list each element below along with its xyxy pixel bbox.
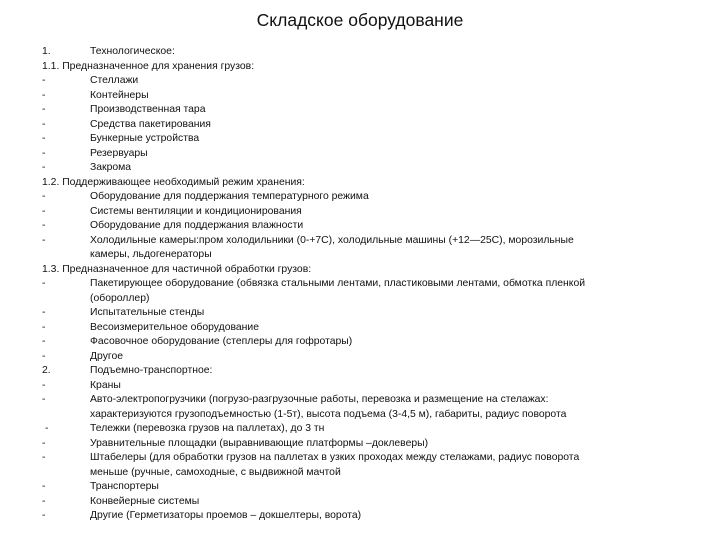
list-item xyxy=(42,480,692,495)
bullet-dash: - xyxy=(42,510,46,521)
list-item-continuation xyxy=(42,408,692,423)
bullet-dash: - xyxy=(42,452,46,463)
bullet-dash: - xyxy=(42,234,46,246)
list-item-text: Штабелеры (для обработки грузов на паллетах в узких проходах между стелажами, радиус поворота xyxy=(90,452,580,463)
list-item-text: Подъемно-транспортное: xyxy=(90,365,213,376)
bullet-dash: - xyxy=(42,75,46,86)
list-item-text: Средства пакетирования xyxy=(90,118,211,130)
list-item-text: Краны xyxy=(90,379,121,391)
bullet-dash: - xyxy=(42,481,46,492)
section-heading xyxy=(42,176,692,191)
bullet-dash: - xyxy=(42,437,46,449)
list-item xyxy=(42,45,692,60)
list-number: 2. xyxy=(42,365,51,376)
list-item xyxy=(42,379,692,394)
list-item xyxy=(42,306,692,321)
list-item-text: Оборудование для поддержания температурного режима xyxy=(90,191,369,202)
list-item xyxy=(42,190,692,205)
list-item xyxy=(42,277,692,292)
section-heading xyxy=(42,60,692,75)
list-item xyxy=(42,147,692,162)
bullet-dash: - xyxy=(45,423,49,434)
list-item-text: Закрома xyxy=(90,162,132,173)
list-item-text: Холодильные камеры:пром холодильники (0-+7С), холодильные машины (+12—25С), морозильные xyxy=(90,234,574,246)
list-item-text: Фасовочное оборудование (степлеры для гофротары) xyxy=(90,336,353,347)
bullet-dash: - xyxy=(42,104,46,115)
list-item-text: Испытательные стенды xyxy=(90,307,205,318)
bullet-dash: - xyxy=(42,162,46,173)
list-item xyxy=(42,74,692,89)
list-item xyxy=(42,161,692,176)
list-item xyxy=(42,219,692,234)
list-item-text: Технологическое: xyxy=(90,46,175,57)
bullet-dash: - xyxy=(42,205,46,217)
list-item xyxy=(42,234,692,249)
list-number: 1. xyxy=(42,46,51,57)
list-item-text: Другое xyxy=(90,350,124,362)
bullet-dash: - xyxy=(42,336,46,347)
section-heading xyxy=(42,263,692,278)
list-item xyxy=(42,350,692,365)
bullet-dash: - xyxy=(42,278,46,289)
list-item-text: Контейнеры xyxy=(90,89,149,101)
list-item-continuation xyxy=(42,466,692,481)
list-item-text: Системы вентиляции и кондиционирования xyxy=(90,205,302,217)
list-item-text: (обороллер) xyxy=(90,292,150,304)
list-item xyxy=(42,335,692,350)
list-item xyxy=(42,89,692,104)
section-heading-text: 1.3. Предназначенное для частичной обработки грузов: xyxy=(42,263,312,275)
list-item xyxy=(42,451,692,466)
page-title: Складское оборудование xyxy=(256,10,464,30)
list-item-text: Резервуары xyxy=(90,147,148,159)
list-item xyxy=(42,422,692,437)
bullet-dash: - xyxy=(42,133,46,144)
list-item-text: Оборудование для поддержания влажности xyxy=(90,220,304,231)
list-item xyxy=(42,103,692,118)
list-item-text: Тележки (перевозка грузов на паллетах), до 3 тн xyxy=(90,423,325,434)
bullet-dash: - xyxy=(42,191,46,202)
bullet-dash: - xyxy=(42,350,46,362)
list-item-text: характеризуются грузоподъемностью (1-5т), высота подъема (3-4,5 м), габариты, радиус поворота xyxy=(90,408,567,420)
bullet-dash: - xyxy=(42,495,46,507)
list-item-text: Транспортеры xyxy=(90,481,159,492)
bullet-dash: - xyxy=(42,394,46,405)
list-item-text: Авто-электропогрузчики (погрузо-разгрузочные работы, перевозка и размещение на стелажах: xyxy=(90,394,549,405)
list-item-text: Пакетирующее оборудование (обвязка стальными лентами, пластиковыми лентами, обмотка пленкой xyxy=(90,278,586,289)
list-item-text: меньше (ручные, самоходные, с выдвижной мачтой xyxy=(90,466,341,478)
section-heading-text: 1.2. Поддерживающее необходимый режим хранения: xyxy=(42,176,305,188)
list-item xyxy=(42,118,692,133)
equipment-list xyxy=(42,45,692,524)
bullet-dash: - xyxy=(42,379,46,391)
list-item-text: Конвейерные системы xyxy=(90,495,200,507)
list-item-continuation xyxy=(42,292,692,307)
list-item-text: Стеллажи xyxy=(90,75,139,86)
list-item-text: Уравнительные площадки (выравнивающие платформы –доклеверы) xyxy=(90,437,429,449)
bullet-dash: - xyxy=(42,307,46,318)
bullet-dash: - xyxy=(42,321,46,333)
list-item-text: Другие (Герметизаторы проемов – докшелтеры, ворота) xyxy=(90,510,362,521)
section-heading-text: 1.1. Предназначенное для хранения грузов: xyxy=(42,60,255,72)
list-item xyxy=(42,321,692,336)
list-item xyxy=(42,437,692,452)
bullet-dash: - xyxy=(42,147,46,159)
list-item-text: камеры, льдогенераторы xyxy=(90,249,212,260)
bullet-dash: - xyxy=(42,220,46,231)
list-item-text: Производственная тара xyxy=(90,104,206,115)
list-item xyxy=(42,393,692,408)
list-item xyxy=(42,495,692,510)
list-item xyxy=(42,205,692,220)
list-item-text: Бункерные устройства xyxy=(90,133,200,144)
list-item xyxy=(42,132,692,147)
list-item-text: Весоизмерительное оборудование xyxy=(90,321,259,333)
bullet-dash: - xyxy=(42,89,46,101)
bullet-dash: - xyxy=(42,118,46,130)
list-item xyxy=(42,509,692,524)
list-item xyxy=(42,364,692,379)
list-item-continuation xyxy=(42,248,692,263)
